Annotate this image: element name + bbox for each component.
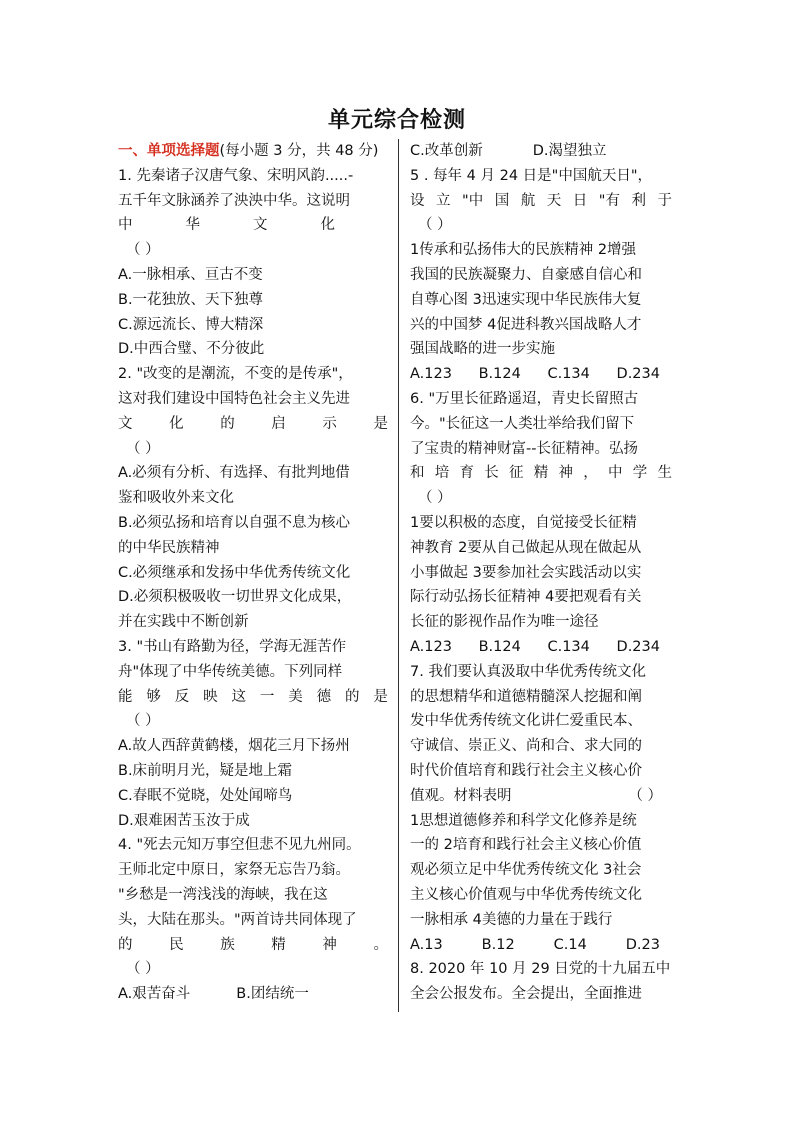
- left-column: [118, 139, 388, 1007]
- q4-line: "乡愁是一湾浅浅的海峡，我在这: [118, 886, 328, 903]
- q5-body-line: 自尊心图 3迅速实现中华民族伟大复: [410, 291, 642, 308]
- q5-body-line: 兴的中国梦 4促进科教兴国战略人才: [410, 316, 642, 333]
- q7-body-line: 守诚信、崇正义、尚和合、求大同的: [410, 738, 642, 755]
- char: 设: [410, 192, 425, 209]
- q3-line: 舟"体现了中华传统美德。下列同样: [118, 663, 343, 680]
- char: 示: [322, 415, 337, 432]
- q2-option-line: C.必须继承和发扬中华优秀传统文化: [118, 564, 351, 581]
- q5-body-line: 我国的民族凝聚力、自豪感自信心和: [410, 266, 642, 283]
- q7-body-line: 的思想精华和道德精髓深人挖掘和阐: [410, 688, 642, 705]
- q4-option-b: B.团结统一: [236, 986, 309, 1003]
- q6-item-line: 1要以积极的态度，自觉接受长征精: [410, 514, 637, 531]
- q2-option-line: D.必须积极吸收一切世界文化成果，: [118, 589, 352, 606]
- q7-body-line: 值观。材料表明: [410, 787, 512, 804]
- char: 这: [231, 688, 246, 705]
- q1-justified-line: [118, 213, 388, 238]
- answer-blank: （ ）: [126, 440, 160, 457]
- char: 一: [259, 688, 275, 705]
- char: 的: [345, 688, 360, 705]
- q6-option-c: C.134: [547, 638, 590, 655]
- q5-body-line: 强国战略的进一步实施: [410, 341, 555, 358]
- char: 征: [509, 465, 524, 482]
- q6-options: [410, 635, 672, 660]
- char: 的: [220, 415, 235, 432]
- q5-options: [410, 362, 672, 387]
- q5-option-d: D.234: [616, 366, 660, 383]
- answer-blank: （ ）: [126, 242, 160, 259]
- q6-justified-line: [410, 461, 672, 486]
- char: 民: [169, 936, 184, 953]
- q2-justified-line: [118, 412, 388, 437]
- q7-item-line: 1思想道德修养和科学文化修养是统: [410, 812, 637, 829]
- q4-option-a: A.艰苦奋斗: [118, 986, 191, 1003]
- char: 日: [572, 192, 588, 209]
- q3-option-a: A.故人西辞黄鹤楼，烟花三月下扬州: [118, 738, 350, 755]
- char: "中: [462, 192, 484, 209]
- q4-line: 4. "死去元知万事空但悲不见九州同。: [118, 837, 361, 854]
- char: 化: [320, 217, 335, 234]
- answer-blank: （ ）: [418, 217, 452, 234]
- char: 能: [118, 688, 133, 705]
- q6-item-line: 长征的影视作品作为唯一途径: [410, 614, 599, 631]
- q8-body-line: 8. 2020 年 10 月 29 日党的十九届五中: [410, 961, 671, 978]
- char: 天: [546, 192, 562, 209]
- char: 启: [271, 415, 286, 432]
- q1-line: 1. 先秦诸子汉唐气象、宋明风韵.....-: [118, 167, 354, 184]
- char: 的: [118, 936, 133, 953]
- q7-item-line: 一脉相承 4美德的力量在于践行: [410, 911, 613, 928]
- q5-line: 5 . 每年 4 月 24 日是"中国航天日"，: [410, 167, 653, 184]
- char: "有: [598, 192, 620, 209]
- q4-option-c: C.改革创新: [410, 143, 483, 159]
- char: 够: [146, 688, 161, 705]
- column-divider: [398, 139, 399, 1012]
- q4-options-ab: [118, 982, 388, 1007]
- section-note: (每小题 3 分，共 48 分): [219, 143, 379, 159]
- char: 是: [373, 688, 388, 705]
- q5-option-c: C.134: [547, 366, 590, 383]
- char: 中: [118, 217, 133, 234]
- q2-option-line: 的中华民族精神: [118, 539, 220, 556]
- q3-option-c: C.春眠不觉晓，处处闻啼鸟: [118, 787, 293, 804]
- char: 文: [118, 415, 133, 432]
- char: 反: [174, 688, 190, 705]
- q2-line: 这对我们建设中国特色社会主义先进: [118, 390, 350, 407]
- section-heading: [118, 139, 388, 164]
- q6-option-d: D.234: [616, 638, 660, 655]
- q7-stem-end: [410, 784, 672, 809]
- q7-item-line: 一的 2培育和践行社会主义核心价值: [410, 837, 642, 854]
- q4-option-d: D.渴望独立: [532, 143, 607, 159]
- char: 生: [657, 465, 672, 482]
- q4-line: 头，大陆在那头。"两首诗共同体现了: [118, 911, 357, 928]
- q1-option-d: D.中西合璧、不分彼此: [118, 341, 265, 358]
- q6-item-line: 神教育 2要从自己做起从现在做起从: [410, 539, 642, 556]
- q5-body-line: 1传承和弘扬伟大的民族精神 2增强: [410, 242, 637, 259]
- q5-option-b: B.124: [478, 366, 521, 383]
- char: 映: [203, 688, 218, 705]
- char: 神: [558, 465, 573, 482]
- char: 精: [533, 465, 549, 482]
- q6-option-b: B.124: [478, 638, 521, 655]
- char: 育: [459, 465, 474, 482]
- answer-blank: （ ）: [418, 490, 452, 507]
- section-label: 一、单项选择题: [118, 143, 220, 159]
- char: 学: [632, 465, 648, 482]
- q3-line: 3. "书山有路勤为径，学海无涯苦作: [118, 638, 347, 655]
- char: 立: [436, 192, 451, 209]
- q8-body-line: 全会公报发布。全会提出，全面推进: [410, 986, 642, 1003]
- q1-option-a: A.一脉相承、亘古不变: [118, 266, 263, 283]
- char: 是: [373, 415, 388, 432]
- q3-justified-line: [118, 685, 388, 710]
- char: 和: [410, 465, 425, 482]
- char: 培: [434, 465, 450, 482]
- q3-option-d: D.艰难困苦玉汝于成: [118, 812, 250, 829]
- q7-option-d: D.23: [625, 936, 660, 953]
- page-title: 单元综合检测: [327, 108, 466, 133]
- char: 华: [185, 217, 200, 234]
- q4-options-cd: [410, 139, 672, 164]
- q1-option-b: B.一花独放、天下独尊: [118, 291, 264, 308]
- q2-option-line: B.必须弘扬和培育以自强不息为核心: [118, 514, 351, 531]
- q7-body-line: 时代价值培育和践行社会主义核心价: [410, 762, 642, 779]
- q7-item-line: 观必须立足中华优秀传统文化 3社会: [410, 862, 642, 879]
- char: 长: [484, 465, 499, 482]
- q4-justified-line: [118, 933, 388, 958]
- q6-option-a: A.123: [410, 638, 452, 655]
- char: 化: [169, 415, 184, 432]
- q2-line: 2. "改变的是潮流，不变的是传承"，: [118, 366, 353, 383]
- q6-body-line: 6. "万里长征路遥迢，青史长留照古: [410, 390, 639, 407]
- q2-option-line: A.必须有分析、有选择、有批判地借: [118, 465, 350, 482]
- q7-option-a: A.13: [410, 936, 443, 953]
- q7-option-c: C.14: [553, 936, 587, 953]
- q2-option-line: 并在实践中不断创新: [118, 614, 249, 631]
- q5-justified-line: [410, 189, 672, 214]
- char: 神: [322, 936, 337, 953]
- q6-item-line: 小事做起 3要参加社会实践活动以实: [410, 564, 642, 581]
- q5-option-a: A.123: [410, 366, 452, 383]
- q3-option-b: B.床前明月光，疑是地上霜: [118, 762, 293, 779]
- q1-option-c: C.源远流长、博大精深: [118, 316, 264, 333]
- char: 航: [520, 192, 536, 209]
- q7-option-b: B.12: [481, 936, 515, 953]
- q6-item-line: 际行动弘扬长征精神 4要把观看有关: [410, 589, 642, 606]
- q7-options: [410, 933, 672, 958]
- char: 于: [657, 192, 672, 209]
- right-column: [410, 139, 672, 1007]
- char: 利: [631, 192, 646, 209]
- answer-blank: （ ）: [628, 787, 662, 804]
- char: 。: [373, 936, 388, 953]
- char: ，: [583, 465, 598, 482]
- q6-body-line: 了宝贵的精神财富--长征精神。弘扬: [410, 440, 638, 457]
- char: 文: [253, 217, 268, 234]
- char: 中: [608, 465, 623, 482]
- char: 精: [271, 936, 286, 953]
- q1-line: 五千年文脉涵养了泱泱中华。这说明: [118, 192, 350, 209]
- char: 国: [494, 192, 510, 209]
- char: 族: [220, 936, 235, 953]
- q7-body-line: 7. 我们要认真汲取中华优秀传统文化: [410, 663, 646, 680]
- q7-body-line: 发中华优秀传统文化讲仁爱重民本、: [410, 713, 642, 730]
- char: 德: [316, 688, 332, 705]
- q2-option-line: 鉴和吸收外来文化: [118, 490, 234, 507]
- q7-item-line: 主义核心价值观与中华优秀传统文化: [410, 886, 642, 903]
- q4-line: 王师北定中原日，家祭无忘告乃翁。: [118, 862, 350, 879]
- answer-blank: （ ）: [126, 713, 160, 730]
- answer-blank: （ ）: [126, 961, 160, 978]
- q6-body-line: 今。"长征这一人类壮举给我们留下: [410, 415, 635, 432]
- char: 美: [288, 688, 303, 705]
